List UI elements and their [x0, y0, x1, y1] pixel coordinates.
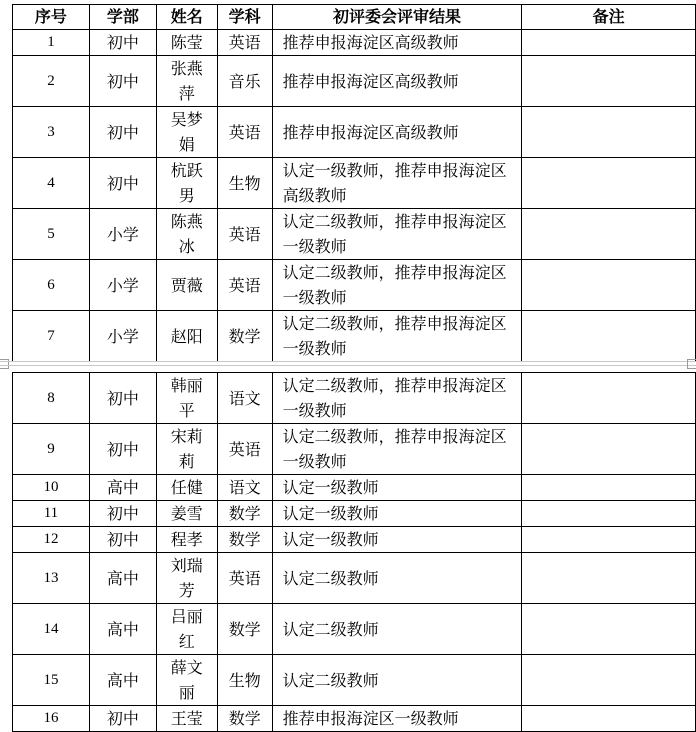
row-name-cell: 王莹: [156, 706, 217, 732]
row-subject-cell: 语文: [217, 373, 272, 424]
page-corner-mark-right: [687, 359, 696, 369]
row-name-cell: 吴梦娟: [156, 107, 217, 158]
review-results-table-page2: [12, 372, 696, 732]
row-index-cell: 4: [13, 158, 90, 209]
row-index-cell: 15: [13, 655, 90, 706]
row-note-cell: [522, 209, 696, 260]
table-row: [13, 501, 696, 527]
row-index-cell: 1: [13, 30, 90, 56]
row-index-cell: 2: [13, 56, 90, 107]
table-row: [13, 30, 696, 56]
header-dept: 学部: [89, 5, 156, 30]
row-name-cell: 贾薇: [156, 260, 217, 311]
table-row: [13, 553, 696, 604]
row-note-cell: [522, 655, 696, 706]
row-subject-cell: 英语: [217, 260, 272, 311]
row-subject-cell: 英语: [217, 209, 272, 260]
row-name-cell: 赵阳: [156, 311, 217, 362]
row-note-cell: [522, 475, 696, 501]
row-name-cell: 杭跃男: [156, 158, 217, 209]
row-result-cell: 认定二级教师: [272, 553, 522, 604]
row-subject-cell: 生物: [217, 158, 272, 209]
row-dept-cell: 高中: [89, 553, 156, 604]
row-name-cell: 刘瑞芳: [156, 553, 217, 604]
row-subject-cell: 数学: [217, 311, 272, 362]
row-index-cell: 12: [13, 527, 90, 553]
row-dept-cell: 小学: [89, 209, 156, 260]
row-dept-cell: 高中: [89, 475, 156, 501]
row-subject-cell: 英语: [217, 553, 272, 604]
row-note-cell: [522, 30, 696, 56]
header-note: 备注: [522, 5, 696, 30]
row-note-cell: [522, 373, 696, 424]
row-dept-cell: 初中: [89, 706, 156, 732]
row-index-cell: 8: [13, 373, 90, 424]
row-subject-cell: 英语: [217, 424, 272, 475]
row-dept-cell: 高中: [89, 604, 156, 655]
row-result-cell: 认定二级教师，推荐申报海淀区一级教师: [272, 373, 522, 424]
row-result-cell: 认定二级教师，推荐申报海淀区一级教师: [272, 424, 522, 475]
row-result-cell: 认定一级教师，推荐申报海淀区高级教师: [272, 158, 522, 209]
row-name-cell: 吕丽红: [156, 604, 217, 655]
row-dept-cell: 初中: [89, 30, 156, 56]
table-row: [13, 475, 696, 501]
row-note-cell: [522, 501, 696, 527]
row-name-cell: 张燕萍: [156, 56, 217, 107]
row-name-cell: 任健: [156, 475, 217, 501]
row-result-cell: 推荐申报海淀区高级教师: [272, 107, 522, 158]
row-name-cell: 陈莹: [156, 30, 217, 56]
row-subject-cell: 数学: [217, 706, 272, 732]
table-row: [13, 527, 696, 553]
row-name-cell: 陈燕冰: [156, 209, 217, 260]
row-dept-cell: 初中: [89, 158, 156, 209]
row-subject-cell: 数学: [217, 501, 272, 527]
row-subject-cell: 语文: [217, 475, 272, 501]
row-name-cell: 韩丽平: [156, 373, 217, 424]
row-note-cell: [522, 553, 696, 604]
row-result-cell: 推荐申报海淀区高级教师: [272, 30, 522, 56]
row-note-cell: [522, 260, 696, 311]
header-result: 初评委会评审结果: [272, 5, 522, 30]
row-note-cell: [522, 158, 696, 209]
row-dept-cell: 初中: [89, 107, 156, 158]
row-result-cell: 认定二级教师，推荐申报海淀区一级教师: [272, 209, 522, 260]
row-name-cell: 宋莉莉: [156, 424, 217, 475]
row-dept-cell: 初中: [89, 56, 156, 107]
table-row: [13, 424, 696, 475]
row-dept-cell: 小学: [89, 311, 156, 362]
row-note-cell: [522, 527, 696, 553]
row-dept-cell: 初中: [89, 501, 156, 527]
table-row: [13, 706, 696, 732]
table-header-row: [13, 5, 696, 30]
row-result-cell: 推荐申报海淀区一级教师: [272, 706, 522, 732]
row-index-cell: 9: [13, 424, 90, 475]
row-subject-cell: 数学: [217, 527, 272, 553]
row-index-cell: 7: [13, 311, 90, 362]
table-row: [13, 107, 696, 158]
row-result-cell: 认定二级教师: [272, 604, 522, 655]
row-subject-cell: 生物: [217, 655, 272, 706]
row-note-cell: [522, 107, 696, 158]
row-subject-cell: 英语: [217, 30, 272, 56]
row-dept-cell: 初中: [89, 373, 156, 424]
table-row: [13, 158, 696, 209]
header-name: 姓名: [156, 5, 217, 30]
row-result-cell: 认定二级教师: [272, 655, 522, 706]
table-row: [13, 260, 696, 311]
row-dept-cell: 初中: [89, 424, 156, 475]
row-subject-cell: 音乐: [217, 56, 272, 107]
row-index-cell: 14: [13, 604, 90, 655]
row-subject-cell: 英语: [217, 107, 272, 158]
row-dept-cell: 初中: [89, 527, 156, 553]
row-result-cell: 认定二级教师，推荐申报海淀区一级教师: [272, 311, 522, 362]
row-name-cell: 薛文丽: [156, 655, 217, 706]
row-note-cell: [522, 56, 696, 107]
table-row: [13, 604, 696, 655]
row-result-cell: 推荐申报海淀区高级教师: [272, 56, 522, 107]
row-index-cell: 3: [13, 107, 90, 158]
row-subject-cell: 数学: [217, 604, 272, 655]
row-note-cell: [522, 604, 696, 655]
table-row: [13, 373, 696, 424]
row-result-cell: 认定一级教师: [272, 501, 522, 527]
row-result-cell: 认定二级教师，推荐申报海淀区一级教师: [272, 260, 522, 311]
table-row: [13, 655, 696, 706]
header-subject: 学科: [217, 5, 272, 30]
row-index-cell: 10: [13, 475, 90, 501]
row-index-cell: 13: [13, 553, 90, 604]
row-dept-cell: 小学: [89, 260, 156, 311]
row-index-cell: 6: [13, 260, 90, 311]
row-name-cell: 姜雪: [156, 501, 217, 527]
table-row: [13, 56, 696, 107]
row-index-cell: 5: [13, 209, 90, 260]
table-row: [13, 209, 696, 260]
row-dept-cell: 高中: [89, 655, 156, 706]
row-name-cell: 程孝: [156, 527, 217, 553]
row-index-cell: 11: [13, 501, 90, 527]
header-index: 序号: [13, 5, 90, 30]
row-note-cell: [522, 424, 696, 475]
row-note-cell: [522, 706, 696, 732]
table-row: [13, 311, 696, 362]
page-break-separator: [0, 358, 696, 370]
row-result-cell: 认定一级教师: [272, 475, 522, 501]
row-result-cell: 认定一级教师: [272, 527, 522, 553]
row-index-cell: 16: [13, 706, 90, 732]
review-results-table-page1: [12, 4, 696, 362]
row-note-cell: [522, 311, 696, 362]
